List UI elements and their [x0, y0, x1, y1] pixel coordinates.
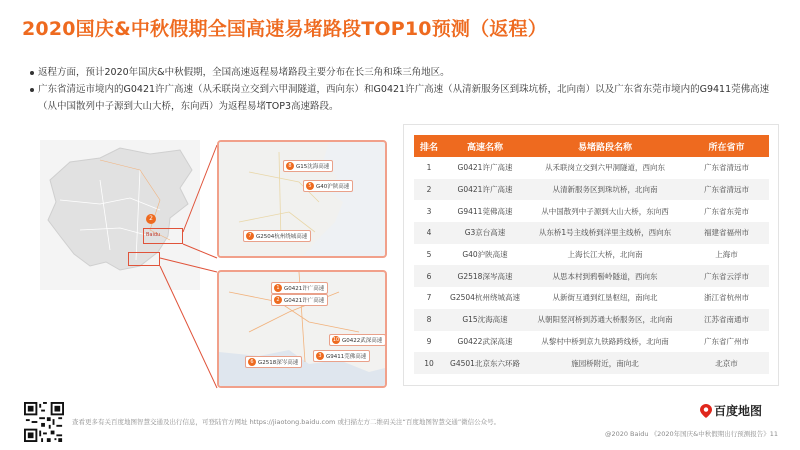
- road-name: G15沈海高速: [296, 164, 330, 170]
- page-credit: @2020 Baidu 《2020年国庆&中秋假期出行预测报告》11: [604, 430, 778, 438]
- rank-number: 8: [286, 162, 294, 170]
- table-row: [414, 222, 769, 244]
- table-row: [414, 179, 769, 201]
- ranking-table: [414, 135, 769, 374]
- road-name: G0421许广高速: [284, 286, 325, 292]
- table-header-row: [414, 135, 769, 157]
- rank-number: 1: [274, 284, 282, 292]
- road-tag: [313, 350, 370, 362]
- cell-location: 浙江省杭州市: [704, 293, 749, 303]
- rank-number: 3: [316, 352, 324, 360]
- table-row: [414, 287, 769, 309]
- cell-rank: 1: [426, 163, 432, 173]
- cell-rank: 9: [426, 336, 432, 346]
- road-tag: [271, 282, 328, 294]
- cell-highway: G15沈海高速: [444, 309, 526, 331]
- cell-highway: G40沪陕高速: [462, 250, 508, 260]
- cell-rank: 5: [426, 250, 432, 260]
- cell-section: 从朝阳竖河桥到苏通大桥服务区，北向南: [526, 309, 684, 331]
- cell-rank: 10: [414, 352, 444, 374]
- cell-section: 从中国散列中子源到大山大桥，东向西: [541, 206, 669, 216]
- pearl-delta-map: [217, 270, 387, 388]
- cell-section: 从思本村到鸦髻岭隧道，西向东: [526, 265, 684, 287]
- cell-location: 福建省福州市: [684, 222, 769, 244]
- cell-location: 广东省东莞市: [704, 206, 749, 216]
- cell-rank: 8: [414, 309, 444, 331]
- header-rank: 排名: [414, 135, 444, 157]
- bullet-item: 返程方面，预计2020年国庆&中秋假期，全国高速返程易堵路段主要分布在长三角和珠三角地区。: [30, 64, 780, 81]
- road-tag: [283, 160, 333, 172]
- table-row: [414, 157, 769, 179]
- cell-location: 广东省云浮市: [684, 265, 769, 287]
- road-tag: [329, 334, 386, 346]
- cell-rank: 2: [414, 179, 444, 201]
- road-tag: [245, 356, 302, 368]
- road-tag: [271, 294, 328, 306]
- road-name: G2518深岑高速: [258, 360, 299, 366]
- table-row: [414, 200, 769, 222]
- cell-location: 广东省清远市: [684, 179, 769, 201]
- cell-section: 从东桥1号主线桥到洋里主线桥，西向东: [526, 222, 684, 244]
- cell-highway: G0422武深高速: [457, 336, 513, 346]
- cell-section: 施园桥附近，南向北: [526, 352, 684, 374]
- cell-highway: G2518深岑高速: [444, 265, 526, 287]
- cell-highway: G2504杭州绕城高速: [450, 293, 520, 303]
- road-name: G0421许广高速: [284, 298, 325, 304]
- qr-code-icon: [24, 402, 64, 442]
- cell-location: 北京市: [684, 352, 769, 374]
- cell-section: 从禾联岗立交到六甲洞隧道，西向东: [545, 163, 665, 173]
- cell-highway: G0421许广高速: [457, 163, 513, 173]
- rank-number: 7: [246, 232, 254, 240]
- ranking-table-panel: [403, 124, 779, 386]
- rank-number: 2: [274, 296, 282, 304]
- road-name: G40沪陕高速: [316, 184, 350, 190]
- cell-section: 从黎村中桥到京九铁路跨线桥，北向南: [541, 336, 669, 346]
- rank-number: 5: [306, 182, 314, 190]
- rank-number: 6: [248, 358, 256, 366]
- table-row: [414, 331, 769, 353]
- page-title: 2020国庆&中秋假期全国高速易堵路段TOP10预测（返程）: [22, 18, 547, 40]
- cell-location: 广东省广州市: [704, 336, 749, 346]
- cell-location: 上海市: [715, 250, 738, 260]
- table-row: [414, 244, 769, 266]
- table-row: [414, 265, 769, 287]
- cell-highway: G0421许广高速: [444, 179, 526, 201]
- map-logo: Baidu: [146, 232, 161, 238]
- cell-section: 从新街互通到红垦枢纽，南向北: [552, 293, 658, 303]
- table-body: [414, 157, 769, 374]
- header-location: 所在省市: [684, 135, 769, 157]
- brand-name: 百度地图: [714, 404, 763, 418]
- map-pin: 2: [146, 214, 156, 224]
- road-name: G0422武深高速: [342, 338, 383, 344]
- rank-number: 10: [332, 337, 340, 343]
- header-highway: 高速名称: [444, 135, 526, 157]
- road-name: G9411莞佛高速: [326, 354, 367, 360]
- cell-highway: G3京台高速: [444, 222, 526, 244]
- road-tag: [243, 230, 311, 242]
- table-row: [414, 309, 769, 331]
- cell-rank: 4: [414, 222, 444, 244]
- bullet-item: 广东省清远市境内的G0421许广高速（从禾联岗立交到六甲洞隧道，西向东）和G0421许广高速（从清新服务区到珠坑桥，北向南）以及广东省东莞市境内的G9411莞佛高速（从中国散列中子源到大山大桥，东向西）为返程易堵TOP3高速路段。: [30, 81, 780, 115]
- table-row: [414, 352, 769, 374]
- cell-section: 从清新服务区到珠坑桥，北向南: [526, 179, 684, 201]
- cell-location: 江苏省南通市: [684, 309, 769, 331]
- road-tag: [303, 180, 353, 192]
- header-section: 易堵路段名称: [526, 135, 684, 157]
- road-name: G2504杭州绕城高速: [256, 234, 308, 240]
- cell-rank: 3: [426, 206, 432, 216]
- cell-section: 上海长江大桥，北向南: [567, 250, 643, 260]
- cell-highway: G9411莞佛高速: [457, 206, 513, 216]
- location-pin-icon: [700, 404, 712, 418]
- baidu-map-logo: [700, 402, 762, 419]
- cell-rank: 6: [414, 265, 444, 287]
- cell-rank: 7: [426, 293, 432, 303]
- footer-note: 查看更多有关百度地图智慧交通及出行信息，可登陆官方网址 https://jiaotong.baidu.com 或扫描左方二维码关注“百度地图智慧交通”微信公众号。: [72, 418, 501, 426]
- yangtze-delta-map: [217, 140, 387, 258]
- cell-highway: G4501北京东六环路: [444, 352, 526, 374]
- cell-location: 广东省清远市: [704, 163, 749, 173]
